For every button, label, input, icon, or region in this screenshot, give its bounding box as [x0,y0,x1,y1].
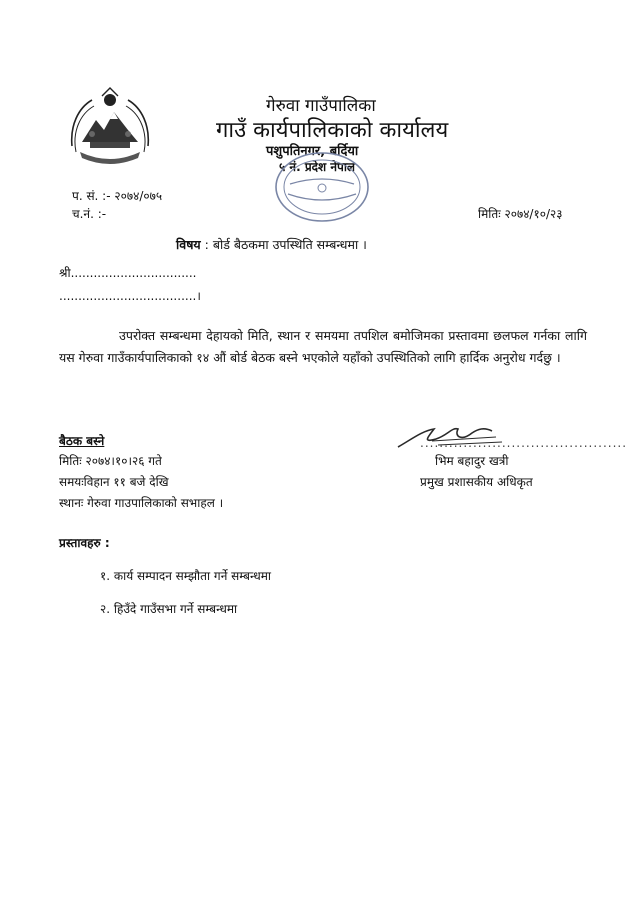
office-title: गाउँ कार्यपालिकाको कार्यालय [216,118,449,143]
municipality-name: गेरुवा गाउँपालिका [266,96,376,116]
meeting-date: मितिः २०७४।१०।२६ गते [59,454,162,468]
office-location: पशुपतिनगर, बर्दिया [266,144,359,159]
signatory-name: भिम बहादुर खत्री [435,454,509,468]
meeting-place: स्थानः गेरुवा गाउपालिकाको सभाहल । [59,496,224,510]
subject-label: विषय [176,237,201,252]
office-seal-stamp [272,150,372,224]
meeting-time: समयःविहान ११ बजे देखि [59,475,169,489]
signatory-title: प्रमुख प्रशासकीय अधिकृत [420,475,533,489]
recipient-line-2: ....................................। [59,289,201,303]
coat-of-arms-emblem [62,86,158,170]
province-line: ५ नं. प्रदेश नेपाल [279,160,356,174]
dispatch-number: च.नं. :- [72,207,107,221]
proposal-item-1: १. कार्य सम्पादन सम्झौता गर्ने सम्बन्धमा [100,569,272,583]
body-paragraph: उपरोक्त सम्बन्धमा देहायको मिति, स्थान र समयमा तपशिल बमोजिमका प्रस्तावमा छलफल गर्नका लागि यस गेरुवा गाउँकार्यपालिकाको १४ औं बोर्ड बेठक बस्ने भएकोले यहाँको उपस्थितिको लागि हार्दिक अनुरोध गर्दछु । [59,328,587,365]
meeting-heading: बैठक बस्ने [59,434,105,448]
signature-dots: ........................................... [420,436,628,450]
recipient-line-1: श्री................................. [59,266,197,280]
subject-text: : बोर्ड बैठकमा उपस्थिति सम्बन्धमा । [204,237,367,252]
letter-number: प. सं. :- २०७४/०७५ [72,189,163,203]
proposal-item-2: २. हिउँदे गाउँसभा गर्ने सम्बन्धमा [100,602,238,616]
letter-date: मितिः २०७४/१०/२३ [478,207,563,221]
subject-line [176,236,367,253]
proposals-heading: प्रस्तावहरु : [59,536,110,550]
